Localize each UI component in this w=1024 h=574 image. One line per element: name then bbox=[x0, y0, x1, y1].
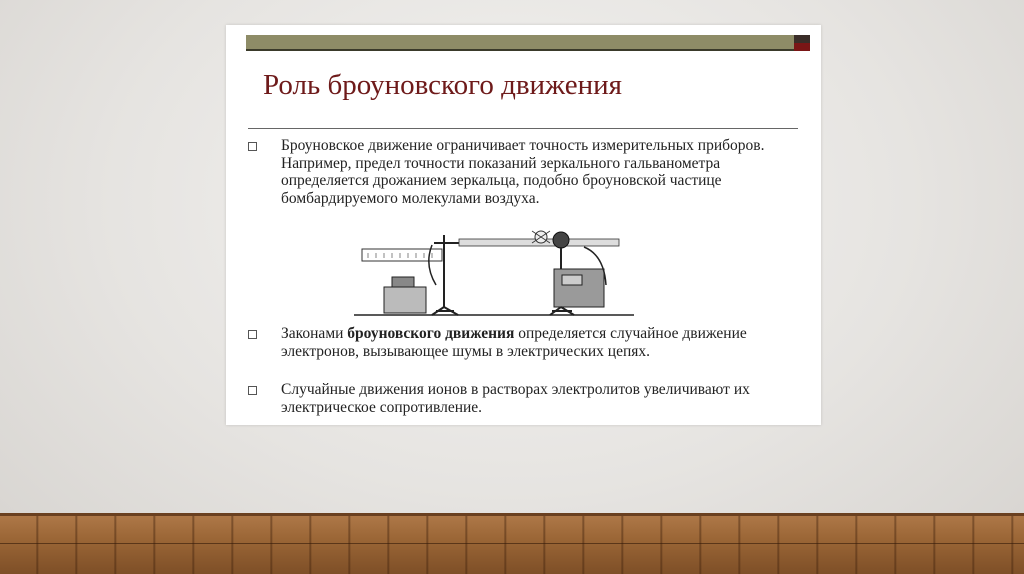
slide-title: Роль броуновского движения bbox=[263, 69, 622, 101]
presentation-slide bbox=[226, 25, 821, 425]
wooden-floor bbox=[0, 513, 1024, 574]
title-divider bbox=[248, 128, 798, 129]
galvanometer-setup-illustration bbox=[354, 225, 634, 317]
bullet-2-text bbox=[281, 325, 801, 360]
square-bullet-icon bbox=[248, 386, 257, 395]
slide-top-bar bbox=[246, 35, 794, 51]
square-bullet-icon bbox=[248, 142, 257, 151]
slide-top-accent-dark bbox=[794, 35, 810, 43]
square-bullet-icon bbox=[248, 330, 257, 339]
bullet-3-text: Случайные движения ионов в растворах электролитов увеличивают их электрическое сопротивление. bbox=[281, 381, 750, 416]
bullet-1-text: Броуновское движение ограничивает точность измерительных приборов. Например, предел точности показаний зеркального гальванометра определяется дрожанием зеркальца, подобно броуновской частице бомбардируемого молекулами воздуха. bbox=[281, 137, 765, 207]
bullet-2-text-after: определяется случайное движение электронов, вызывающее шумы в электрических цепях. bbox=[281, 325, 747, 360]
bullet-2-text-before: Законами bbox=[281, 325, 348, 342]
bullet-2-text-bold: броуновского движения bbox=[347, 325, 515, 342]
